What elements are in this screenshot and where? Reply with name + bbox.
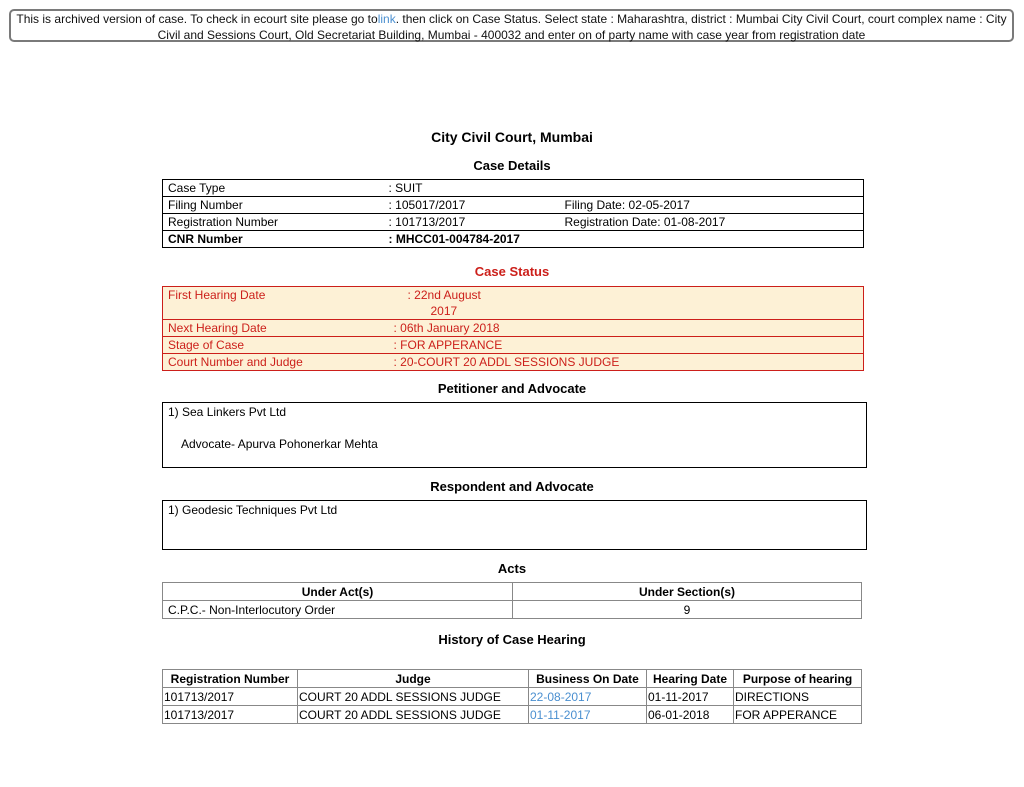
case-type-value: : SUIT xyxy=(388,181,423,195)
case-type-label: Case Type xyxy=(168,181,226,195)
filing-date: Filing Date: 02-05-2017 xyxy=(560,197,864,214)
business-on-date-cell xyxy=(529,688,647,706)
registration-date: Registration Date: 01-08-2017 xyxy=(560,214,864,231)
hearing-date: 01-11-2017 xyxy=(647,688,734,706)
petitioner-name: 1) Sea Linkers Pvt Ltd xyxy=(168,405,287,419)
table-header-row xyxy=(163,583,862,601)
court-judge-value: : 20-COURT 20 ADDL SESSIONS JUDGE xyxy=(389,354,864,371)
under-sections-header: Under Section(s) xyxy=(513,583,862,601)
cnr-number-value: : MHCC01-004784-2017 xyxy=(384,231,560,248)
filing-number-label: Filing Number xyxy=(163,197,384,214)
table-row xyxy=(163,320,864,337)
court-title: City Civil Court, Mumbai xyxy=(431,129,593,145)
col-registration-number: Registration Number xyxy=(163,670,298,688)
act-section: 9 xyxy=(513,601,862,619)
hearing-date: 06-01-2018 xyxy=(647,706,734,724)
petitioner-advocate: Advocate- Apurva Pohonerkar Mehta xyxy=(181,437,378,451)
next-hearing-value: : 06th January 2018 xyxy=(389,320,864,337)
first-hearing-value xyxy=(389,287,864,320)
next-hearing-label: Next Hearing Date xyxy=(163,320,389,337)
first-hearing-line1: : 22nd August xyxy=(407,288,481,302)
act-name: C.P.C.- Non-Interlocutory Order xyxy=(163,601,513,619)
acts-heading: Acts xyxy=(497,561,527,576)
business-date-link[interactable]: 01-11-2017 xyxy=(530,707,591,722)
col-hearing-date: Hearing Date xyxy=(647,670,734,688)
acts-table xyxy=(162,582,862,619)
business-date-link[interactable]: 22-08-2017 xyxy=(530,689,592,704)
judge: COURT 20 ADDL SESSIONS JUDGE xyxy=(298,688,529,706)
table-row xyxy=(163,214,864,231)
cnr-number-label: CNR Number xyxy=(163,231,384,248)
cnr-extra xyxy=(560,231,864,248)
col-business-on-date: Business On Date xyxy=(529,670,647,688)
history-table xyxy=(162,669,862,724)
history-heading: History of Case Hearing xyxy=(438,632,586,647)
petitioner-heading: Petitioner and Advocate xyxy=(437,381,587,396)
registration-number-label: Registration Number xyxy=(163,214,384,231)
registration-number: 101713/2017 xyxy=(163,706,298,724)
notice-text-after: . then click on Case Status. Select state : Maharashtra, district : Mumbai City Civil Court, court complex name : City Civil and Sessions Court, Old Secretariat Building, Mumbai - 400032 and enter on of party name with case year from registration date xyxy=(157,12,1007,42)
case-status-heading: Case Status xyxy=(474,264,550,279)
purpose: DIRECTIONS xyxy=(734,688,862,706)
col-judge: Judge xyxy=(298,670,529,688)
table-row xyxy=(163,287,864,320)
petitioner-box xyxy=(162,402,867,468)
table-row xyxy=(163,231,864,248)
registration-number-value: : 101713/2017 xyxy=(384,214,560,231)
table-row xyxy=(163,197,864,214)
notice-text-before: This is archived version of case. To check in ecourt site please go to xyxy=(16,12,378,26)
table-row xyxy=(163,601,862,619)
ecourt-link[interactable]: link xyxy=(377,12,396,26)
table-row xyxy=(163,354,864,371)
filing-number-value: : 105017/2017 xyxy=(384,197,560,214)
under-acts-header: Under Act(s) xyxy=(163,583,513,601)
case-details-heading: Case Details xyxy=(473,158,551,173)
case-type-extra xyxy=(560,180,864,197)
table-row xyxy=(163,706,862,724)
respondent-name: 1) Geodesic Techniques Pvt Ltd xyxy=(168,503,338,517)
table-row xyxy=(163,180,864,197)
judge: COURT 20 ADDL SESSIONS JUDGE xyxy=(298,706,529,724)
respondent-box xyxy=(162,500,867,550)
first-hearing-label: First Hearing Date xyxy=(168,288,266,302)
court-judge-label: Court Number and Judge xyxy=(163,354,389,371)
table-row xyxy=(163,688,862,706)
table-header-row xyxy=(163,670,862,688)
case-status-table xyxy=(162,286,864,371)
purpose: FOR APPERANCE xyxy=(734,706,862,724)
stage-label: Stage of Case xyxy=(163,337,389,354)
col-purpose: Purpose of hearing xyxy=(734,670,862,688)
table-row xyxy=(163,337,864,354)
first-hearing-line2: 2017 xyxy=(430,304,458,318)
stage-value: : FOR APPERANCE xyxy=(389,337,864,354)
case-details-table xyxy=(162,179,864,248)
archive-notice xyxy=(9,9,1014,42)
business-on-date-cell xyxy=(529,706,647,724)
registration-number: 101713/2017 xyxy=(163,688,298,706)
respondent-heading: Respondent and Advocate xyxy=(430,479,594,494)
